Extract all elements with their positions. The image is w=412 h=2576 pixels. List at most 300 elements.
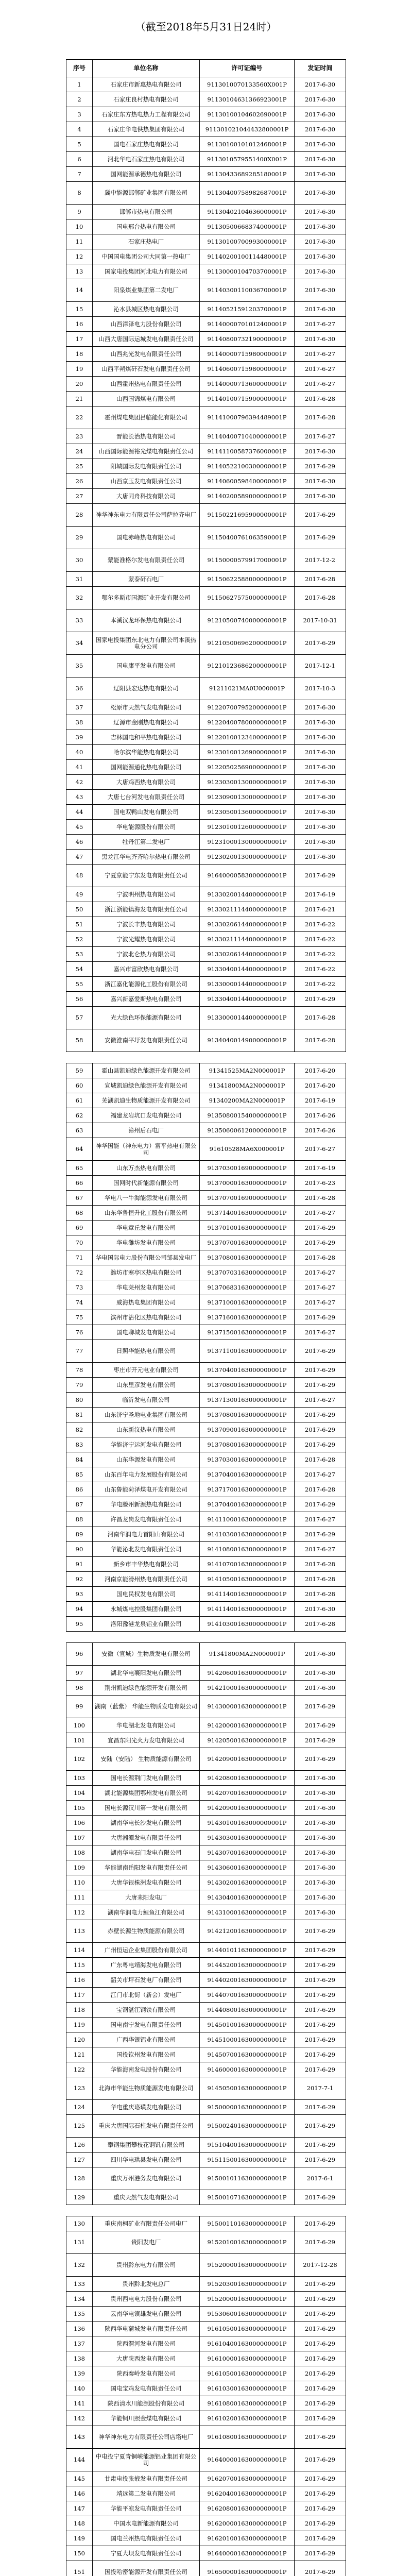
cell-permit-no: 91220400780000000001P xyxy=(200,715,295,730)
cell-company: 国电邢台热电有限公司 xyxy=(93,219,200,234)
cell-index: 99 xyxy=(66,1696,93,1718)
table-row xyxy=(66,152,346,167)
cell-permit-no: 91330000144000000001P xyxy=(200,1007,295,1029)
table-row xyxy=(66,2254,346,2277)
table-row xyxy=(66,2018,346,2032)
table-row xyxy=(66,1643,346,1666)
table-row xyxy=(66,392,346,406)
cell-issue-date: 2017-6-30 xyxy=(295,107,346,122)
cell-issue-date: 2017-6-28 xyxy=(295,572,346,587)
cell-issue-date: 2017-6-30 xyxy=(295,332,346,347)
cell-company: 湖南（蓝紫） 华能生物质发电有限公司 xyxy=(93,1696,200,1718)
cell-index: 12 xyxy=(66,249,93,264)
cell-permit-no: 91440800163000000001P xyxy=(200,2003,295,2018)
cell-index: 125 xyxy=(66,2115,93,2138)
cell-issue-date: 2017-6-27 xyxy=(295,1467,346,1482)
cell-permit-no: 91350800154000000001P xyxy=(200,1108,295,1123)
table-row xyxy=(66,677,346,700)
cell-permit-no: 9113010579551400X001P xyxy=(200,152,295,167)
cell-issue-date: 2017-6-30 xyxy=(295,850,346,865)
cell-permit-no: 91330206144000000001P xyxy=(200,917,295,932)
cell-company: 山东鲁能菏泽煤电开发有限公司 xyxy=(93,1482,200,1497)
cell-issue-date: 2017-6-30 xyxy=(295,715,346,730)
cell-issue-date: 2017-6-28 xyxy=(295,1587,346,1602)
cell-issue-date: 2017-6-29 xyxy=(295,2190,346,2205)
cell-company: 宝钢湛江钢铁有限公司 xyxy=(93,2003,200,2018)
cell-permit-no: 91430400163000000001P xyxy=(200,1890,295,1905)
cell-issue-date: 2017-6-30 xyxy=(295,775,346,790)
cell-issue-date: 2017-6-28 xyxy=(295,1250,346,1265)
table-row xyxy=(66,917,346,932)
cell-issue-date: 2017-6-29 xyxy=(295,1527,346,1542)
cell-issue-date: 2017-6-30 xyxy=(295,279,346,302)
cell-company: 山西大唐国际运城发电有限责任公司 xyxy=(93,332,200,347)
cell-company: 宁波长丰热电有限公司 xyxy=(93,917,200,932)
cell-company: 大唐同舟科技有限公司 xyxy=(93,489,200,504)
table-row xyxy=(66,2531,346,2546)
table-row xyxy=(66,1587,346,1602)
cell-company: 漳州后石电厂 xyxy=(93,1123,200,1138)
cell-permit-no: 91420500163000000001P xyxy=(200,1733,295,1748)
cell-issue-date: 2017-6-29 xyxy=(295,2277,346,2292)
cell-permit-no: 91520300163000000001P xyxy=(200,2277,295,2292)
cell-issue-date: 2017-6-19 xyxy=(295,1161,346,1176)
cell-issue-date: 2017-6-30 xyxy=(295,122,346,137)
table-row xyxy=(66,1786,346,1801)
cell-company: 国电长源荆门发电有限公司 xyxy=(93,1771,200,1786)
cell-issue-date: 2017-6-30 xyxy=(295,1771,346,1786)
cell-issue-date: 2017-6-29 xyxy=(295,1235,346,1250)
cell-permit-no: 91410300163000000001P xyxy=(200,1527,295,1542)
cell-index: 119 xyxy=(66,2018,93,2032)
table-row xyxy=(66,2411,346,2426)
cell-issue-date: 2017-6-29 xyxy=(295,2411,346,2426)
cell-permit-no: 91610500163000000001P xyxy=(200,2366,295,2381)
cell-index: 128 xyxy=(66,2167,93,2190)
cell-permit-no: 91350600612000000001P xyxy=(200,1123,295,1138)
cell-permit-no: 91210123686200000001P xyxy=(200,655,295,677)
table-row xyxy=(66,302,346,317)
cell-permit-no: 91610800163000000001P xyxy=(200,2396,295,2411)
cell-permit-no: 91410700163000000001P xyxy=(200,1557,295,1572)
cell-permit-no: 91420700163000000001P xyxy=(200,1786,295,1801)
cell-issue-date: 2017-6-29 xyxy=(295,2231,346,2254)
page-caption: （截至2018年5月31日24时） xyxy=(135,21,277,33)
cell-company: 吉林国电和平热电有限公司 xyxy=(93,730,200,745)
cell-company: 辽源市金刚热电有限公司 xyxy=(93,715,200,730)
table-row xyxy=(66,1437,346,1452)
cell-company: 华电滕州新源热电有限公司 xyxy=(93,1497,200,1512)
table-row xyxy=(66,264,346,279)
cell-company: 重庆天然气发电有限公司 xyxy=(93,2190,200,2205)
table-row xyxy=(66,1988,346,2003)
cell-issue-date: 2017-6-26 xyxy=(295,1108,346,1123)
cell-issue-date: 2017-6-29 xyxy=(295,1363,346,1378)
cell-issue-date: 2017-6-21 xyxy=(295,902,346,917)
table-row xyxy=(66,377,346,392)
cell-index: 143 xyxy=(66,2426,93,2449)
cell-permit-no: 91341800MA2N000001P xyxy=(200,1643,295,1666)
cell-index: 55 xyxy=(66,977,93,992)
cell-index: 24 xyxy=(66,444,93,459)
cell-permit-no: 91370800163000000001P xyxy=(200,1437,295,1452)
table-row xyxy=(66,1831,346,1845)
table-row xyxy=(66,2216,346,2231)
cell-index: 87 xyxy=(66,1497,93,1512)
cell-issue-date: 2017-6-19 xyxy=(295,1093,346,1108)
cell-issue-date: 2017-6-29 xyxy=(295,1943,346,1958)
cell-index: 91 xyxy=(66,1557,93,1572)
table-row xyxy=(66,932,346,947)
cell-company: 华能平凉发电有限责任公司 xyxy=(93,2501,200,2516)
cell-company: 陕西秦岭发电有限公司 xyxy=(93,2366,200,2381)
table-row xyxy=(66,1816,346,1831)
cell-company: 山东济宁圣地电业集团有限公司 xyxy=(93,1408,200,1422)
table-row xyxy=(66,2190,346,2205)
table-row xyxy=(66,1250,346,1265)
cell-company: 山西京玉发电有限责任公司 xyxy=(93,474,200,489)
cell-permit-no: 91610528MA6X000001P xyxy=(200,1138,295,1161)
table-row xyxy=(66,572,346,587)
header-index: 序号 xyxy=(66,60,93,77)
cell-permit-no: 911301021044432800001P xyxy=(200,122,295,137)
table-row xyxy=(66,2351,346,2366)
cell-permit-no: 91430600163000000001P xyxy=(200,1860,295,1875)
cell-company: 中国水电新能源有限公司 xyxy=(93,2516,200,2531)
table-row xyxy=(66,429,346,444)
cell-index: 136 xyxy=(66,2321,93,2336)
cell-permit-no: 91220100123400000001P xyxy=(200,730,295,745)
cell-permit-no: 91640000163000000001P xyxy=(200,2546,295,2561)
cell-index: 108 xyxy=(66,1845,93,1860)
table-row xyxy=(66,1340,346,1363)
table-row xyxy=(66,1467,346,1482)
cell-index: 16 xyxy=(66,317,93,332)
cell-permit-no: 91500000163000000001P xyxy=(200,2100,295,2115)
cell-company: 华电八一牛海能源发电有限公司 xyxy=(93,1191,200,1206)
cell-permit-no: 91610500163000000001P xyxy=(200,2321,295,2336)
cell-index: 57 xyxy=(66,1007,93,1029)
cell-company: 国电民权发电有限公司 xyxy=(93,1587,200,1602)
cell-company: 陕西渭河发电有限公司 xyxy=(93,2336,200,2351)
cell-permit-no: 91340400149000000001P xyxy=(200,1029,295,1052)
table-row xyxy=(66,1265,346,1280)
cell-issue-date: 2017-6-27 xyxy=(295,1393,346,1408)
table-row xyxy=(66,715,346,730)
cell-issue-date: 2017-6-22 xyxy=(295,962,346,977)
cell-company: 国电兰州热电有限责任公司 xyxy=(93,2531,200,2546)
table-row xyxy=(66,444,346,459)
cell-issue-date: 2017-6-27 xyxy=(295,377,346,392)
table-row xyxy=(66,2231,346,2254)
cell-company: 云南华电镇雄发电有限公司 xyxy=(93,2307,200,2321)
table-row xyxy=(66,1748,346,1771)
cell-company: 宁夏京能宁东发电有限责任公司 xyxy=(93,865,200,887)
cell-issue-date: 2017-6-29 xyxy=(295,2047,346,2062)
cell-permit-no: 91450100163000000001P xyxy=(200,2018,295,2032)
cell-company: 光大绿色环保能源有限公司 xyxy=(93,1007,200,1029)
cell-issue-date: 2017-6-30 xyxy=(295,805,346,820)
cell-company: 浙江浙能镇海发电有限责任公司 xyxy=(93,902,200,917)
cell-company: 鄂尔多斯市国源矿业开发有限公司 xyxy=(93,587,200,609)
cell-issue-date: 2017-6-30 xyxy=(295,205,346,219)
cell-permit-no: 91620800163000000001P xyxy=(200,2501,295,2516)
cell-issue-date: 2017-6-30 xyxy=(295,182,346,205)
section-gap xyxy=(66,2205,346,2216)
cell-issue-date: 2017-6-30 xyxy=(295,92,346,107)
cell-index: 151 xyxy=(66,2561,93,2576)
cell-company: 山东百年电力发展股份有限公司 xyxy=(93,1467,200,1482)
cell-index: 47 xyxy=(66,850,93,865)
cell-index: 31 xyxy=(66,572,93,587)
table-row xyxy=(66,1512,346,1527)
cell-index: 60 xyxy=(66,1078,93,1093)
cell-permit-no: 91140000701012400001P xyxy=(200,317,295,332)
table-row xyxy=(66,332,346,347)
cell-index: 44 xyxy=(66,805,93,820)
cell-company: 石家庄热电厂 xyxy=(93,234,200,249)
cell-permit-no: 91451000163000000001P xyxy=(200,2032,295,2047)
cell-permit-no: 91330000144000000001P xyxy=(200,977,295,992)
header-company: 单位名称 xyxy=(93,60,200,77)
table-row xyxy=(66,77,346,92)
cell-company: 山东里彦发电有限公司 xyxy=(93,1378,200,1393)
cell-issue-date: 2017-6-29 xyxy=(295,2018,346,2032)
cell-index: 20 xyxy=(66,377,93,392)
cell-index: 96 xyxy=(66,1643,93,1666)
cell-company: 大唐鸡西热电有限公司 xyxy=(93,775,200,790)
cell-issue-date: 2017-6-29 xyxy=(295,2138,346,2153)
cell-issue-date: 2017-6-30 xyxy=(295,1831,346,1845)
cell-issue-date: 2017-10-31 xyxy=(295,609,346,632)
cell-issue-date: 2017-6-29 xyxy=(295,2032,346,2047)
cell-issue-date: 2017-6-29 xyxy=(295,2381,346,2396)
cell-company: 国家电投集团东北电力有限公司本溪热电分公司 xyxy=(93,632,200,655)
table-row xyxy=(66,1161,346,1176)
cell-issue-date: 2017-6-28 xyxy=(295,1617,346,1632)
cell-company: 福建龙岩坑口发电有限公司 xyxy=(93,1108,200,1123)
cell-company: 宁波北仑热力有限公司 xyxy=(93,947,200,962)
cell-company: 重庆万州港务发电有限公司 xyxy=(93,2167,200,2190)
cell-issue-date: 2017-6-29 xyxy=(295,2501,346,2516)
cell-issue-date: 2017-6-27 xyxy=(295,1325,346,1340)
cell-permit-no: 91230300130000000001P xyxy=(200,775,295,790)
cell-index: 70 xyxy=(66,1235,93,1250)
cell-permit-no: 91620000163000000001P xyxy=(200,2516,295,2531)
cell-permit-no: 91220502569000000001P xyxy=(200,760,295,775)
table-row xyxy=(66,549,346,572)
header-issue-date: 发证时间 xyxy=(295,60,346,77)
cell-index: 62 xyxy=(66,1108,93,1123)
cell-permit-no: 91440200163000000001P xyxy=(200,1973,295,1988)
cell-issue-date: 2017-6-29 xyxy=(295,1408,346,1422)
cell-company: 神华神东电力有限责任公司萨拉齐电厂 xyxy=(93,504,200,527)
cell-issue-date: 2017-12-1 xyxy=(295,655,346,677)
cell-company: 甘肃电投张掖发电有限责任公司 xyxy=(93,2471,200,2486)
cell-company: 华电莱州发电有限公司 xyxy=(93,1280,200,1295)
cell-index: 81 xyxy=(66,1408,93,1422)
cell-index: 86 xyxy=(66,1482,93,1497)
cell-company: 日照华能热电有限公司 xyxy=(93,1340,200,1363)
cell-issue-date: 2017-6-22 xyxy=(295,977,346,992)
cell-permit-no: 91140521591203700001P xyxy=(200,302,295,317)
cell-index: 149 xyxy=(66,2531,93,2546)
cell-issue-date: 2017-6-29 xyxy=(295,1437,346,1452)
cell-index: 46 xyxy=(66,835,93,850)
table-row xyxy=(66,2471,346,2486)
cell-permit-no: 91411000163000000001P xyxy=(200,1512,295,1527)
cell-company: 国电宝鸡发电有限责任公司 xyxy=(93,2381,200,2396)
cell-issue-date: 2017-6-29 xyxy=(295,2336,346,2351)
cell-index: 130 xyxy=(66,2216,93,2231)
table-row xyxy=(66,1007,346,1029)
cell-permit-no: 91410500163000000001P xyxy=(200,1572,295,1587)
cell-company: 哈尔滨华能热电有限公司 xyxy=(93,745,200,760)
cell-permit-no: 91330400144000000001P xyxy=(200,992,295,1007)
cell-permit-no: 91450700163000000001P xyxy=(200,2047,295,2062)
cell-index: 36 xyxy=(66,677,93,700)
cell-company: 华电章丘发电有限公司 xyxy=(93,1221,200,1235)
table-row xyxy=(66,1482,346,1497)
cell-permit-no: 91640000163000000001P xyxy=(200,2449,295,2471)
cell-permit-no: 91130100104602690001P xyxy=(200,107,295,122)
table-row xyxy=(66,92,346,107)
cell-permit-no: 91150221695900000001P xyxy=(200,504,295,527)
cell-issue-date: 2017-10-3 xyxy=(295,677,346,700)
cell-company: 牡丹江第二发电厂 xyxy=(93,835,200,850)
cell-company: 赤壁长源生物质能源有限公司 xyxy=(93,1920,200,1943)
cell-issue-date: 2017-7-1 xyxy=(295,2077,346,2100)
cell-issue-date: 2017-6-29 xyxy=(295,2449,346,2471)
table-row xyxy=(66,362,346,377)
cell-permit-no: 91141000796394489001P xyxy=(200,406,295,429)
cell-index: 26 xyxy=(66,474,93,489)
cell-permit-no: 91140000715980000001P xyxy=(200,347,295,362)
cell-permit-no: 91150622588000000001P xyxy=(200,572,295,587)
cell-issue-date: 2017-6-29 xyxy=(295,2307,346,2321)
table-row xyxy=(66,1123,346,1138)
cell-permit-no: 91430000163000000001P xyxy=(200,1696,295,1718)
table-row xyxy=(66,1138,346,1161)
table-row xyxy=(66,1497,346,1512)
cell-permit-no: 91330211144000000001P xyxy=(200,932,295,947)
cell-permit-no: 91230500136000000001P xyxy=(200,805,295,820)
cell-issue-date: 2017-6-30 xyxy=(295,489,346,504)
cell-permit-no: 91370800163000000001P xyxy=(200,1408,295,1422)
table-row xyxy=(66,459,346,474)
cell-index: 67 xyxy=(66,1191,93,1206)
cell-company: 浙江嘉化能源化工股份有限公司 xyxy=(93,977,200,992)
cell-permit-no: 91150000579917000001P xyxy=(200,549,295,572)
cell-index: 113 xyxy=(66,1920,93,1943)
cell-permit-no: 91130402104636000001P xyxy=(200,205,295,219)
cell-company: 嘉兴新嘉爱斯热电有限公司 xyxy=(93,992,200,1007)
table-row xyxy=(66,632,346,655)
table-row xyxy=(66,2366,346,2381)
cell-permit-no: 91610300163000000001P xyxy=(200,2381,295,2396)
cell-permit-no: 91130000104703700001P xyxy=(200,264,295,279)
cell-company: 霍州煤电集团吕临能化有限公司 xyxy=(93,406,200,429)
table-row xyxy=(66,2077,346,2100)
cell-issue-date: 2017-6-28 xyxy=(295,392,346,406)
cell-index: 29 xyxy=(66,527,93,549)
cell-permit-no: 91610400163000000001P xyxy=(200,2336,295,2351)
table-row xyxy=(66,2396,346,2411)
cell-company: 河北华电石家庄热电有限公司 xyxy=(93,152,200,167)
cell-permit-no: 91370300169000000001P xyxy=(200,1161,295,1176)
cell-company: 国投钦州发电有限公司 xyxy=(93,2047,200,2062)
table-row xyxy=(66,1920,346,1943)
cell-company: 石家庄良村热电有限公司 xyxy=(93,92,200,107)
table-row xyxy=(66,2047,346,2062)
cell-company: 芜湖凯迪生物质能源开发有限公司 xyxy=(93,1093,200,1108)
table-row xyxy=(66,2561,346,2576)
cell-permit-no: 91230100126900000001P xyxy=(200,745,295,760)
cell-issue-date: 2017-6-29 xyxy=(295,527,346,549)
cell-company: 国网能源承德热电有限公司 xyxy=(93,167,200,182)
cell-issue-date: 2017-6-30 xyxy=(295,820,346,835)
cell-issue-date: 2017-6-28 xyxy=(295,1007,346,1029)
cell-company: 山西漳泽电力股份有限公司 xyxy=(93,317,200,332)
cell-index: 124 xyxy=(66,2100,93,2115)
cell-index: 7 xyxy=(66,167,93,182)
cell-issue-date: 2017-6-29 xyxy=(295,2153,346,2167)
cell-issue-date: 2017-6-29 xyxy=(295,1422,346,1437)
cell-company: 国电赤峰热电有限公司 xyxy=(93,527,200,549)
table-row xyxy=(66,279,346,302)
cell-company: 石家庄东方热电热力工程有限公司 xyxy=(93,107,200,122)
cell-company: 国电长源汉川第一发电有限公司 xyxy=(93,1801,200,1816)
table-row xyxy=(66,887,346,902)
cell-issue-date: 2017-6-29 xyxy=(295,2062,346,2077)
cell-company: 滨州市沾化区热电有限公司 xyxy=(93,1310,200,1325)
cell-index: 10 xyxy=(66,219,93,234)
cell-index: 32 xyxy=(66,587,93,609)
table-row xyxy=(66,1393,346,1408)
cell-company: 阳城国际发电有限责任公司 xyxy=(93,459,200,474)
cell-issue-date: 2017-6-30 xyxy=(295,264,346,279)
cell-permit-no: 9113010070133560X001P xyxy=(200,77,295,92)
table-row xyxy=(66,2307,346,2321)
cell-index: 17 xyxy=(66,332,93,347)
cell-company: 广州恒运企业集团股份有限公司 xyxy=(93,1943,200,1958)
cell-issue-date: 2017-6-29 xyxy=(295,2546,346,2561)
cell-issue-date: 2017-6-30 xyxy=(295,1681,346,1696)
cell-issue-date: 2017-6-27 xyxy=(295,1542,346,1557)
cell-index: 23 xyxy=(66,429,93,444)
cell-index: 127 xyxy=(66,2153,93,2167)
cell-issue-date: 2017-6-23 xyxy=(295,1176,346,1191)
cell-index: 35 xyxy=(66,655,93,677)
cell-issue-date: 2017-6-30 xyxy=(295,1666,346,1681)
cell-index: 18 xyxy=(66,347,93,362)
cell-permit-no: 91370700163000000001P xyxy=(200,1235,295,1250)
cell-index: 126 xyxy=(66,2138,93,2153)
cell-company: 陕西华电蒲城发电有限责任公司 xyxy=(93,2321,200,2336)
cell-issue-date: 2017-6-29 xyxy=(295,2366,346,2381)
cell-permit-no: 91430700163000000001P xyxy=(200,1845,295,1860)
table-row xyxy=(66,205,346,219)
cell-company: 国电双鸭山发电有限公司 xyxy=(93,805,200,820)
cell-permit-no: 91210500696200000001P xyxy=(200,632,295,655)
cell-permit-no: 91440700163000000001P xyxy=(200,1988,295,2003)
cell-index: 147 xyxy=(66,2501,93,2516)
cell-permit-no: 91620700163000000001P xyxy=(200,2471,295,2486)
cell-issue-date: 2017-6-29 xyxy=(295,2321,346,2336)
table-row xyxy=(66,587,346,609)
cell-issue-date: 2017-6-29 xyxy=(295,865,346,887)
cell-issue-date: 2017-6-30 xyxy=(295,1890,346,1905)
